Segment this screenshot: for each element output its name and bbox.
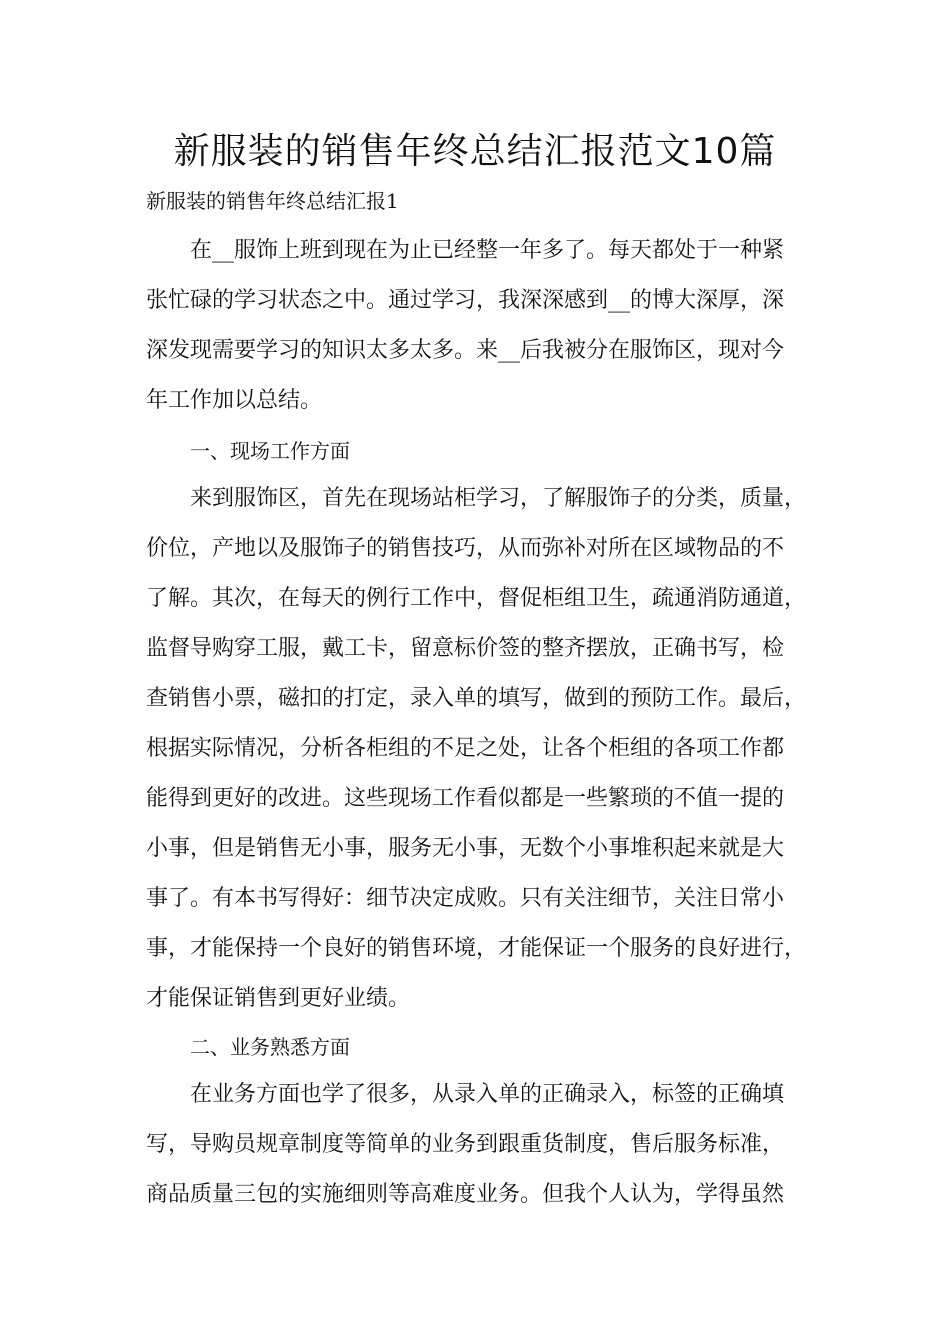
paragraph-2	[146, 474, 826, 1024]
document-subtitle: 新服装的销售年终总结汇报1	[146, 189, 399, 213]
section-heading-1: 一、现场工作方面	[190, 439, 350, 463]
paragraph-line: 才能保证销售到更好业绩。	[146, 986, 411, 1011]
paragraph-line: 价位，产地以及服饰子的销售技巧，从而弥补对所在区域物品的不	[146, 536, 785, 561]
paragraph-line: 写，导购员规章制度等简单的业务到跟重货制度，售后服务标准，	[146, 1132, 785, 1157]
paragraph-line: 来到服饰区，首先在现场站柜学习，了解服饰子的分类，质量，	[190, 486, 807, 511]
section-heading-2: 二、业务熟悉方面	[190, 1035, 350, 1059]
paragraph-line: 了解。其次，在每天的例行工作中，督促柜组卫生，疏通消防通道，	[146, 586, 807, 611]
paragraph-1	[146, 226, 826, 426]
document-title: 新服装的销售年终总结汇报范文10篇	[173, 131, 777, 172]
paragraph-line: 小事，但是销售无小事，服务无小事，无数个小事堆积起来就是大	[146, 836, 785, 861]
paragraph-line: 年工作加以总结。	[146, 388, 323, 413]
paragraph-line: 深发现需要学习的知识太多太多。来__后我被分在服饰区，现对今	[146, 338, 785, 363]
paragraph-line: 能得到更好的改进。这些现场工作看似都是一些繁琐的不值一提的	[146, 786, 785, 811]
paragraph-line: 商品质量三包的实施细则等高难度业务。但我个人认为，学得虽然	[146, 1182, 785, 1207]
paragraph-line: 查销售小票，磁扣的打定，录入单的填写，做到的预防工作。最后，	[146, 686, 807, 711]
paragraph-line: 事了。有本书写得好：细节决定成败。只有关注细节，关注日常小	[146, 886, 785, 911]
paragraph-line: 根据实际情况，分析各柜组的不足之处，让各个柜组的各项工作都	[146, 736, 785, 761]
paragraph-line: 监督导购穿工服，戴工卡，留意标价签的整齐摆放，正确书写，检	[146, 636, 785, 661]
paragraph-3	[146, 1070, 826, 1220]
paragraph-line: 事，才能保持一个良好的销售环境，才能保证一个服务的良好进行，	[146, 936, 807, 961]
paragraph-line: 在__服饰上班到现在为止已经整一年多了。每天都处于一种紧	[190, 238, 785, 263]
paragraph-line: 在业务方面也学了很多，从录入单的正确录入，标签的正确填	[190, 1082, 785, 1107]
paragraph-line: 张忙碌的学习状态之中。通过学习，我深深感到__的博大深厚，深	[146, 288, 785, 313]
